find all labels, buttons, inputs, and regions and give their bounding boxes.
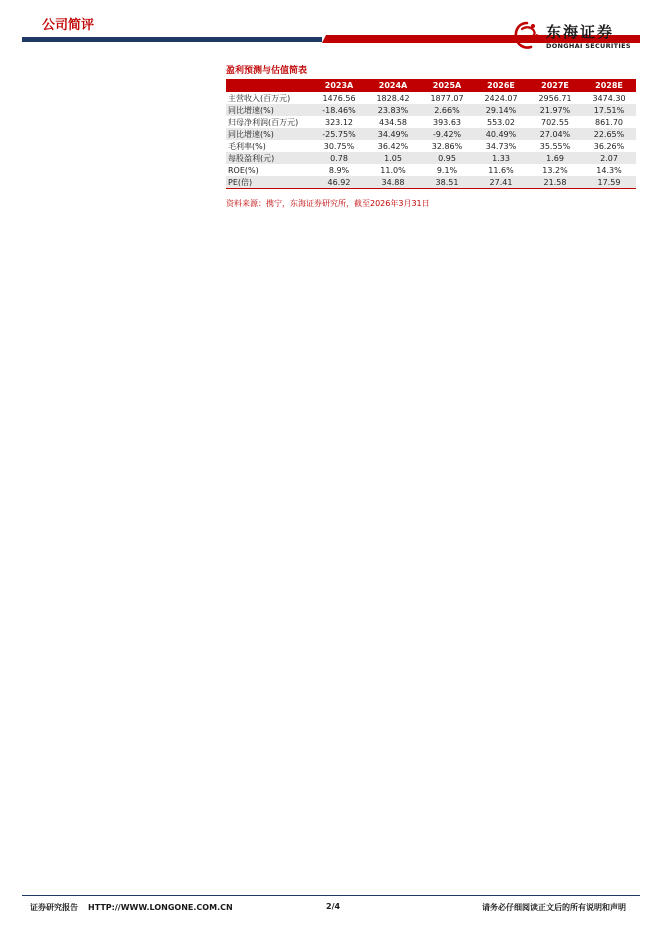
table-cell: 3474.30 bbox=[592, 93, 626, 103]
company-logo bbox=[512, 20, 632, 54]
table-cell: 21.58 bbox=[528, 176, 582, 189]
table-cell: 21.97% bbox=[528, 104, 582, 116]
table-cell: 861.70 bbox=[595, 117, 623, 127]
row-label: 同比增速(%) bbox=[226, 104, 312, 116]
table-cell: -18.46% bbox=[312, 104, 366, 116]
section-title: 公司简评 bbox=[42, 18, 95, 33]
table-cell: 35.55% bbox=[539, 141, 571, 151]
table-cell: 702.55 bbox=[541, 117, 569, 127]
column-header: 2028E bbox=[582, 79, 636, 92]
table-cell: 40.49% bbox=[474, 128, 528, 140]
table-header-row bbox=[226, 79, 636, 92]
table-row bbox=[226, 116, 636, 128]
table-cell: 32.86% bbox=[431, 141, 463, 151]
row-label: 毛利率(%) bbox=[228, 141, 266, 151]
table-cell: 17.59 bbox=[582, 176, 636, 189]
column-header: 2026E bbox=[474, 79, 528, 92]
header-bar-navy bbox=[22, 37, 322, 42]
table-row bbox=[226, 164, 636, 176]
table-cell: 1.69 bbox=[528, 152, 582, 164]
table-cell: 1877.07 bbox=[430, 93, 464, 103]
table-cell: 27.04% bbox=[528, 128, 582, 140]
table-row bbox=[226, 128, 636, 140]
table-cell: 434.58 bbox=[379, 117, 407, 127]
table-cell: 2.66% bbox=[420, 104, 474, 116]
table-row bbox=[226, 104, 636, 116]
table-cell: 2.07 bbox=[582, 152, 636, 164]
row-label: PE(倍) bbox=[226, 176, 312, 189]
table-cell: 553.02 bbox=[487, 117, 515, 127]
table-cell: 22.65% bbox=[582, 128, 636, 140]
table-cell: 0.78 bbox=[312, 152, 366, 164]
table-cell: 11.6% bbox=[488, 165, 514, 175]
footer-divider bbox=[22, 895, 640, 896]
row-label: 归母净利润(百万元) bbox=[228, 117, 299, 127]
table-row bbox=[226, 176, 636, 189]
page-number: 2/4 bbox=[326, 902, 341, 911]
table-cell: 36.26% bbox=[593, 141, 625, 151]
table-cell: 9.1% bbox=[436, 165, 458, 175]
footer-disclaimer: 请务必仔细阅读正文后的所有说明和声明 bbox=[482, 903, 626, 912]
column-header: 2027E bbox=[528, 79, 582, 92]
table-cell: 1.05 bbox=[366, 152, 420, 164]
forecast-table-wrap bbox=[226, 79, 636, 189]
table-cell: 323.12 bbox=[325, 117, 353, 127]
column-header: 2023A bbox=[312, 79, 366, 92]
table-cell: 2956.71 bbox=[538, 93, 572, 103]
table-cell: -9.42% bbox=[420, 128, 474, 140]
logo-chinese-name: 东海证券 bbox=[546, 23, 615, 41]
table-cell: 29.14% bbox=[474, 104, 528, 116]
table-cell: 23.83% bbox=[366, 104, 420, 116]
column-header: 2024A bbox=[366, 79, 420, 92]
table-cell: 27.41 bbox=[474, 176, 528, 189]
table-cell: 1.33 bbox=[474, 152, 528, 164]
table-cell: 34.49% bbox=[366, 128, 420, 140]
row-label: 主营收入(百万元) bbox=[228, 93, 291, 103]
table-cell: 17.51% bbox=[582, 104, 636, 116]
column-header bbox=[226, 79, 312, 92]
table-cell: 1476.56 bbox=[322, 93, 356, 103]
table-cell: 38.51 bbox=[420, 176, 474, 189]
row-label: 每股盈利(元) bbox=[226, 152, 312, 164]
footer-url-link[interactable]: HTTP://WWW.LONGONE.COM.CN bbox=[88, 903, 233, 912]
row-label: 同比增速(%) bbox=[226, 128, 312, 140]
row-label: ROE(%) bbox=[228, 165, 259, 175]
table-cell: 14.3% bbox=[596, 165, 622, 175]
report-type: 证券研究报告 bbox=[30, 903, 78, 912]
forecast-table bbox=[226, 79, 636, 189]
table-cell: 0.95 bbox=[420, 152, 474, 164]
table-cell: 8.9% bbox=[328, 165, 350, 175]
table-cell: 1828.42 bbox=[376, 93, 410, 103]
table-row bbox=[226, 140, 636, 152]
logo-mark-icon bbox=[512, 20, 542, 52]
table-cell: 30.75% bbox=[323, 141, 355, 151]
table-cell: 46.92 bbox=[312, 176, 366, 189]
table-cell: 11.0% bbox=[380, 165, 406, 175]
table-row bbox=[226, 92, 636, 104]
table-row bbox=[226, 152, 636, 164]
table-cell: 13.2% bbox=[542, 165, 568, 175]
table-cell: 393.63 bbox=[433, 117, 461, 127]
footer-left bbox=[30, 902, 233, 913]
logo-english-name: DONGHAI SECURITIES bbox=[546, 42, 631, 50]
table-cell: 2424.07 bbox=[484, 93, 518, 103]
table-source: 资料来源：携宁，东海证券研究所，截至2026年3月31日 bbox=[226, 199, 430, 208]
table-title: 盈利预测与估值简表 bbox=[226, 66, 308, 76]
table-cell: 34.73% bbox=[485, 141, 517, 151]
column-header: 2025A bbox=[420, 79, 474, 92]
table-cell: 36.42% bbox=[377, 141, 409, 151]
table-cell: -25.75% bbox=[312, 128, 366, 140]
table-cell: 34.88 bbox=[366, 176, 420, 189]
